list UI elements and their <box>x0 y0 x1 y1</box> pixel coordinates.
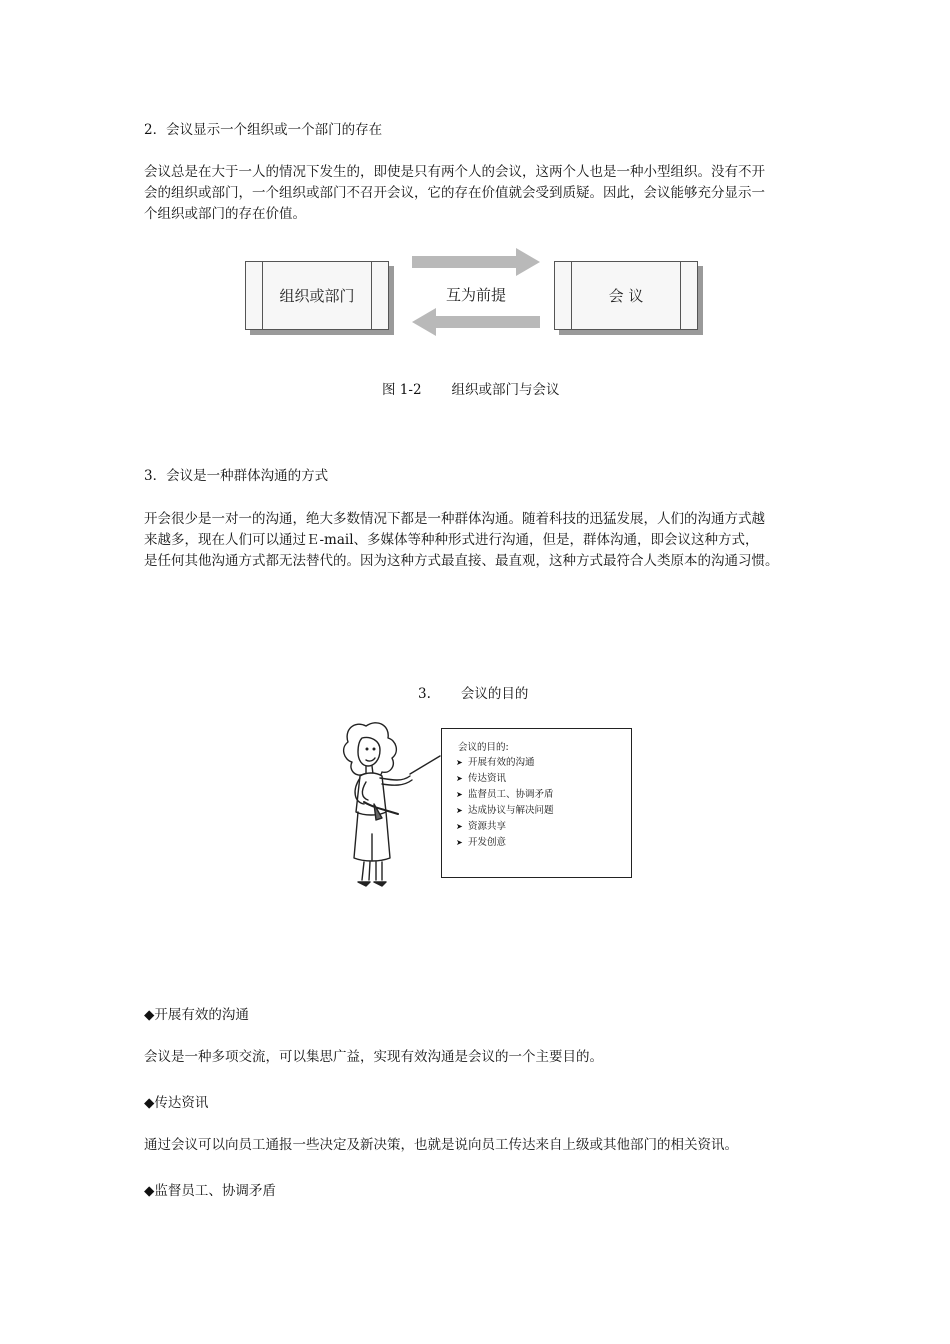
board-item: ➤ 资源共享 <box>456 819 554 835</box>
triangle-bullet-icon: ➤ <box>456 806 463 815</box>
triangle-bullet-icon: ➤ <box>456 758 463 767</box>
left-arrow-icon <box>412 308 540 336</box>
paragraph-line: 来越多，现在人们可以通过Ｅ-mail、多媒体等种种形式进行沟通，但是，群体沟通，即会议这种方式， <box>144 532 759 548</box>
section2-heading: 2．会议显示一个组织或一个部门的存在 <box>144 122 383 138</box>
presenter-illustration <box>336 716 456 890</box>
item-text: 通过会议可以向员工通报一些决定及新决策，也就是说向员工传达来自上级或其他部门的相关资讯。 <box>144 1137 738 1153</box>
board-item: ➤ 监督员工、协调矛盾 <box>456 787 554 803</box>
purpose-board <box>441 728 632 878</box>
board-item: ➤ 开发创意 <box>456 835 554 851</box>
paragraph-line: 是任何其他沟通方式都无法替代的。因为这种方式最直接、最直观，这种方式最符合人类原本的沟通习惯。 <box>144 553 779 569</box>
item-title: ◆监督员工、协调矛盾 <box>144 1183 276 1199</box>
triangle-bullet-icon: ➤ <box>456 790 463 799</box>
section2-paragraph <box>144 162 824 225</box>
purpose-number: 3. <box>418 686 431 702</box>
paragraph-line: 会的组织或部门，一个组织或部门不召开会议，它的存在价值就会受到质疑。因此，会议能够充分显示一 <box>144 185 765 201</box>
figure-number: 图 1-2 <box>382 382 422 398</box>
figure-caption <box>382 378 560 398</box>
section3-paragraph <box>144 509 824 572</box>
board-item: ➤ 传达资讯 <box>456 771 554 787</box>
purpose-title: 会议的目的 <box>460 686 529 702</box>
paragraph-line: 开会很少是一对一的沟通，绝大多数情况下都是一种群体沟通。随着科技的迅猛发展，人们的沟通方式越 <box>144 511 765 527</box>
org-dept-box <box>245 261 389 330</box>
right-arrow-icon <box>412 248 540 276</box>
meeting-label: 会 议 <box>608 287 644 305</box>
purpose-heading <box>418 684 528 705</box>
triangle-bullet-icon: ➤ <box>456 822 463 831</box>
meeting-box <box>554 261 698 330</box>
board-item: ➤ 开展有效的沟通 <box>456 755 554 771</box>
org-dept-label: 组织或部门 <box>279 287 355 305</box>
figure-title: 组织或部门与会议 <box>451 382 560 398</box>
mutual-premise-label: 互为前提 <box>446 286 507 304</box>
board-title: 会议的目的: <box>458 742 509 753</box>
item-text: 会议是一种多项交流，可以集思广益，实现有效沟通是会议的一个主要目的。 <box>144 1049 603 1065</box>
section3-heading: 3．会议是一种群体沟通的方式 <box>144 468 329 484</box>
board-item: ➤ 达成协议与解决问题 <box>456 803 554 819</box>
item-title: ◆开展有效的沟通 <box>144 1007 249 1023</box>
board-list <box>456 755 554 851</box>
paragraph-line: 会议总是在大于一人的情况下发生的，即使是只有两个人的会议，这两个人也是一种小型组织。没有不开 <box>144 164 765 180</box>
triangle-bullet-icon: ➤ <box>456 838 463 847</box>
triangle-bullet-icon: ➤ <box>456 774 463 783</box>
item-title: ◆传达资讯 <box>144 1095 209 1111</box>
paragraph-line: 个组织或部门的存在价值。 <box>144 206 306 222</box>
